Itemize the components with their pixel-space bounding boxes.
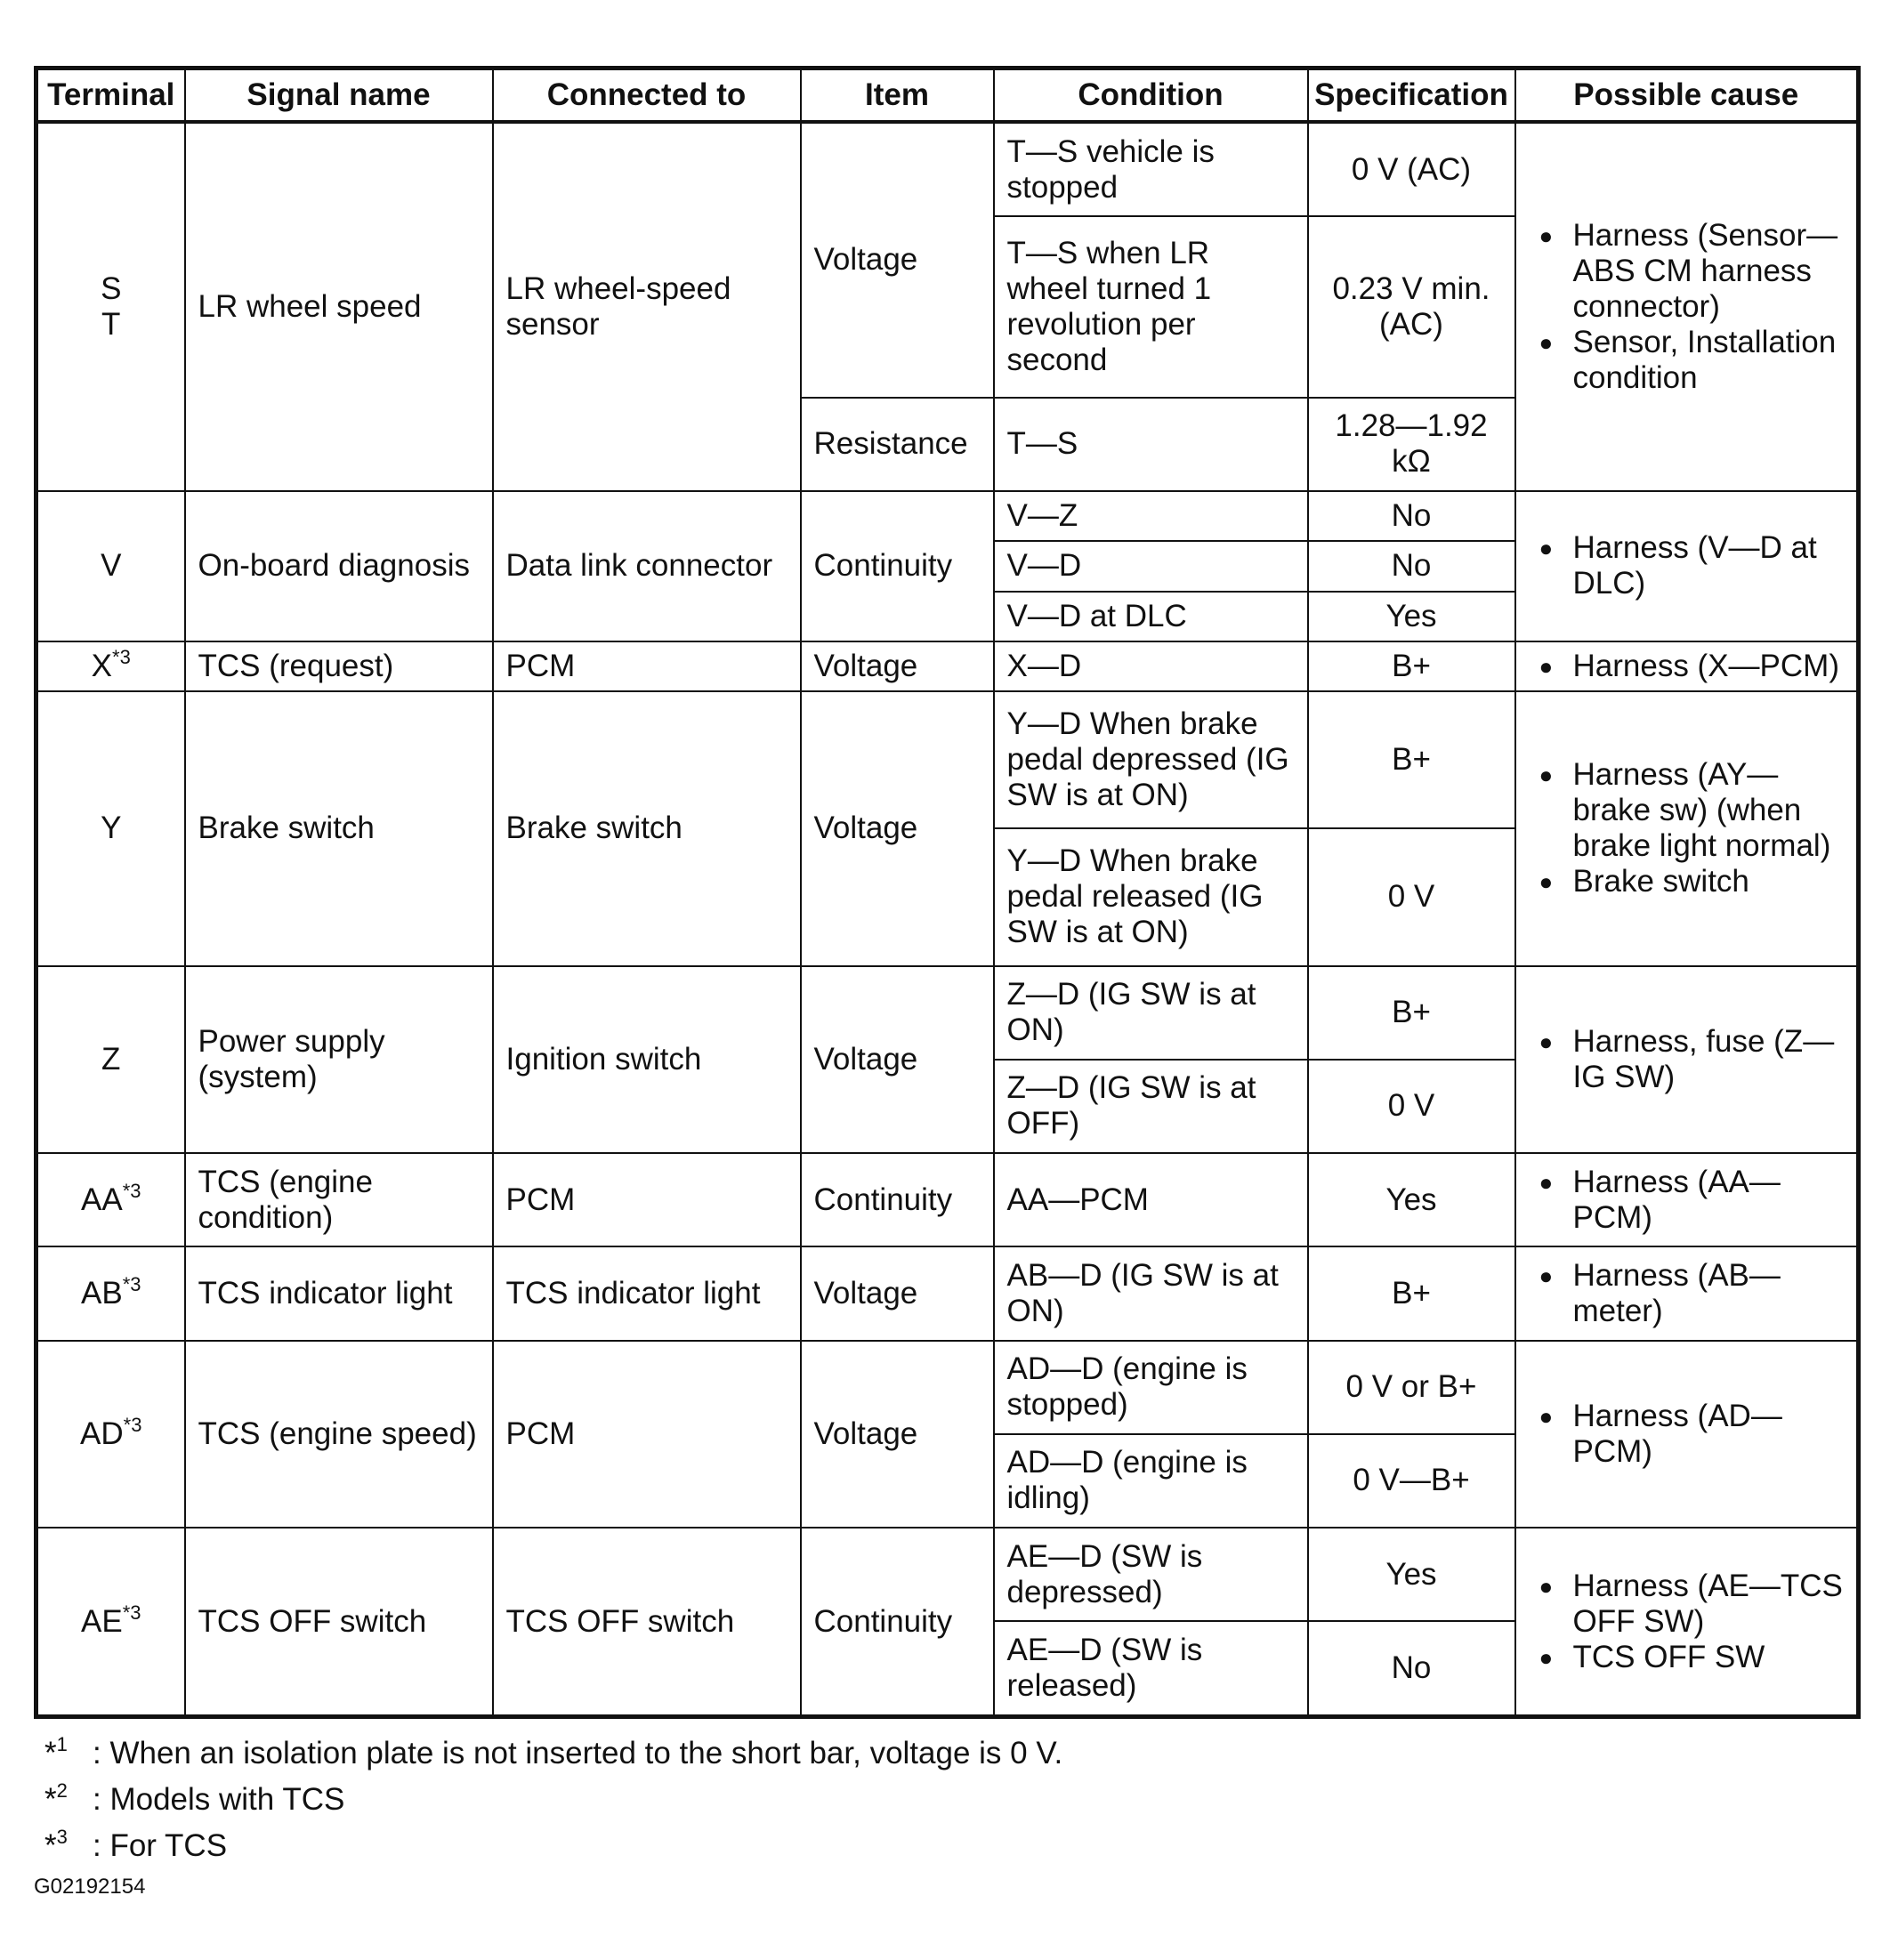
cause-list xyxy=(1529,218,1845,396)
terminal-with-note xyxy=(51,1272,172,1311)
cell-item: Continuity xyxy=(801,491,994,641)
cell-signal-name: On-board diagnosis xyxy=(185,491,493,641)
cell-specification: Yes xyxy=(1308,592,1515,641)
cause-list xyxy=(1529,1569,1845,1675)
terminal-label: AA xyxy=(81,1182,123,1217)
footnote-ref: *3 xyxy=(112,645,131,668)
table-row xyxy=(36,122,1859,216)
cell-terminal xyxy=(36,1246,185,1340)
cell-condition: X—D xyxy=(994,641,1308,691)
cell-terminal xyxy=(36,1528,185,1716)
header-possible-cause: Possible cause xyxy=(1515,69,1859,123)
cell-specification: 0 V (AC) xyxy=(1308,122,1515,216)
terminal-label: AD xyxy=(80,1416,124,1451)
footnote-text: : For TCS xyxy=(93,1828,228,1863)
footnote-mark: *$^1$ xyxy=(44,1733,68,1770)
cell-specification: 1.28—1.92 kΩ xyxy=(1308,398,1515,491)
cause-list xyxy=(1529,530,1845,601)
cell-specification: No xyxy=(1308,1621,1515,1716)
cell-connected-to: Brake switch xyxy=(493,691,801,965)
terminal-with-note xyxy=(51,1179,172,1218)
cell-item: Voltage xyxy=(801,1246,994,1340)
cell-connected-to: Data link connector xyxy=(493,491,801,641)
cell-connected-to: TCS OFF switch xyxy=(493,1528,801,1716)
header-row xyxy=(36,69,1859,123)
cause-list xyxy=(1529,1399,1845,1470)
terminal-with-note xyxy=(51,1601,172,1640)
cause-list xyxy=(1529,1165,1845,1236)
cell-possible-cause xyxy=(1515,691,1859,965)
terminal-label: Z xyxy=(101,1041,121,1077)
cell-specification: 0 V or B+ xyxy=(1308,1341,1515,1434)
header-terminal: Terminal xyxy=(36,69,185,123)
header-specification: Specification xyxy=(1308,69,1515,123)
footnote-mark: *$^3$ xyxy=(44,1826,68,1863)
footnote-ref: *3 xyxy=(123,1413,142,1436)
cell-condition: T—S vehicle is stopped xyxy=(994,122,1308,216)
terminal-label: T xyxy=(101,306,121,342)
cell-signal-name: Power supply (system) xyxy=(185,966,493,1154)
cell-condition: AD—D (engine is stopped) xyxy=(994,1341,1308,1434)
cell-item: Continuity xyxy=(801,1528,994,1716)
cell-signal-name: LR wheel speed xyxy=(185,122,493,491)
cell-terminal xyxy=(36,966,185,1154)
terminal-label: S xyxy=(101,270,122,306)
cause-item: ● TCS OFF SW xyxy=(1529,1640,1845,1675)
footnotes xyxy=(44,1730,1062,1869)
cause-item: ● Harness (V—D at DLC) xyxy=(1529,530,1845,601)
cell-possible-cause xyxy=(1515,1341,1859,1528)
header-condition: Condition xyxy=(994,69,1308,123)
cell-possible-cause xyxy=(1515,966,1859,1154)
cell-item: Voltage xyxy=(801,966,994,1154)
cell-connected-to: TCS indicator light xyxy=(493,1246,801,1340)
cell-condition: AB—D (IG SW is at ON) xyxy=(994,1246,1308,1340)
cell-condition: T—S xyxy=(994,398,1308,491)
table-row xyxy=(36,491,1859,541)
cell-signal-name: Brake switch xyxy=(185,691,493,965)
cell-connected-to: LR wheel-speed sensor xyxy=(493,122,801,491)
cell-item: Voltage xyxy=(801,122,994,398)
cell-specification: B+ xyxy=(1308,691,1515,828)
figure-code: G02192154 xyxy=(34,1875,146,1899)
cell-specification: B+ xyxy=(1308,1246,1515,1340)
cause-item: ● Harness (Sensor—ABS CM harness connector) xyxy=(1529,218,1845,325)
footnote-1 xyxy=(44,1730,1062,1777)
header-connected-to: Connected to xyxy=(493,69,801,123)
cell-possible-cause xyxy=(1515,1246,1859,1340)
cell-terminal xyxy=(36,641,185,691)
footnote-ref: *3 xyxy=(122,1179,141,1202)
table-row xyxy=(36,1341,1859,1434)
footnote-text: : When an isolation plate is not inserted to the short bar, voltage is 0 V. xyxy=(93,1736,1063,1770)
cell-condition: AA—PCM xyxy=(994,1153,1308,1246)
footnote-ref: *3 xyxy=(122,1272,141,1295)
terminal-label: AB xyxy=(81,1275,123,1311)
cell-specification: 0 V—B+ xyxy=(1308,1434,1515,1528)
terminal-label: V xyxy=(101,548,122,584)
footnote-text: : Models with TCS xyxy=(93,1782,345,1817)
cell-connected-to: PCM xyxy=(493,1153,801,1246)
table-body xyxy=(36,122,1859,1717)
table-row xyxy=(36,1153,1859,1246)
cell-condition: Z—D (IG SW is at ON) xyxy=(994,966,1308,1060)
cell-condition: AE—D (SW is released) xyxy=(994,1621,1308,1716)
cause-item: ● Harness (AE—TCS OFF SW) xyxy=(1529,1569,1845,1640)
cell-item: Resistance xyxy=(801,398,994,491)
cell-item: Continuity xyxy=(801,1153,994,1246)
cause-item: ● Sensor, Installation condition xyxy=(1529,325,1845,396)
cell-possible-cause xyxy=(1515,122,1859,491)
header-signal-name: Signal name xyxy=(185,69,493,123)
cell-terminal xyxy=(36,122,185,491)
cell-item: Voltage xyxy=(801,641,994,691)
table-row xyxy=(36,641,1859,691)
cell-possible-cause xyxy=(1515,491,1859,641)
cell-connected-to: PCM xyxy=(493,641,801,691)
cell-condition: T—S when LR wheel turned 1 revolution per second xyxy=(994,216,1308,397)
footnote-mark: *$^2$ xyxy=(44,1779,68,1817)
table-row xyxy=(36,691,1859,828)
cell-condition: V—D at DLC xyxy=(994,592,1308,641)
cell-condition: Z—D (IG SW is at OFF) xyxy=(994,1060,1308,1153)
cause-list xyxy=(1529,757,1845,899)
cell-signal-name: TCS (engine condition) xyxy=(185,1153,493,1246)
cell-item: Voltage xyxy=(801,1341,994,1528)
cause-item: ● Brake switch xyxy=(1529,864,1845,899)
cell-specification: 0.23 V min. (AC) xyxy=(1308,216,1515,397)
cell-specification: No xyxy=(1308,491,1515,541)
cell-signal-name: TCS OFF switch xyxy=(185,1528,493,1716)
cell-specification: No xyxy=(1308,541,1515,591)
cell-possible-cause xyxy=(1515,641,1859,691)
footnote-3 xyxy=(44,1823,1062,1869)
footnote-ref: *3 xyxy=(122,1601,141,1624)
cause-item: ● Harness (X—PCM) xyxy=(1529,649,1845,684)
cause-item: ● Harness (AA—PCM) xyxy=(1529,1165,1845,1236)
cell-condition: Y—D When brake pedal released (IG SW is at ON) xyxy=(994,828,1308,965)
header-item: Item xyxy=(801,69,994,123)
cell-specification: 0 V xyxy=(1308,828,1515,965)
cell-specification: 0 V xyxy=(1308,1060,1515,1153)
terminal-label: AE xyxy=(81,1603,123,1639)
cause-list xyxy=(1529,1024,1845,1095)
cell-terminal xyxy=(36,491,185,641)
cell-terminal xyxy=(36,1341,185,1528)
terminal-label: X xyxy=(91,648,113,683)
cell-condition: V—D xyxy=(994,541,1308,591)
cell-terminal xyxy=(36,1153,185,1246)
cell-connected-to: PCM xyxy=(493,1341,801,1528)
cell-terminal xyxy=(36,691,185,965)
footnote-2 xyxy=(44,1777,1062,1823)
cause-item: ● Harness (AY—brake sw) (when brake light normal) xyxy=(1529,757,1845,864)
cause-item: ● Harness (AD—PCM) xyxy=(1529,1399,1845,1470)
cell-condition: AE—D (SW is depressed) xyxy=(994,1528,1308,1621)
cell-signal-name: TCS indicator light xyxy=(185,1246,493,1340)
table-row xyxy=(36,966,1859,1060)
diagnostic-spec-table xyxy=(34,66,1861,1719)
terminal-label: Y xyxy=(101,811,122,846)
cause-item: ● Harness (AB—meter) xyxy=(1529,1258,1845,1329)
cell-signal-name: TCS (request) xyxy=(185,641,493,691)
cell-specification: Yes xyxy=(1308,1153,1515,1246)
table-row xyxy=(36,1528,1859,1621)
cell-specification: B+ xyxy=(1308,641,1515,691)
cell-possible-cause xyxy=(1515,1153,1859,1246)
cause-item: ● Harness, fuse (Z—IG SW) xyxy=(1529,1024,1845,1095)
cause-list xyxy=(1529,1258,1845,1329)
cell-item: Voltage xyxy=(801,691,994,965)
terminal-with-note xyxy=(51,1413,172,1452)
cell-signal-name: TCS (engine speed) xyxy=(185,1341,493,1528)
cell-possible-cause xyxy=(1515,1528,1859,1716)
cell-condition: Y—D When brake pedal depressed (IG SW is at ON) xyxy=(994,691,1308,828)
cell-specification: Yes xyxy=(1308,1528,1515,1621)
terminal-with-note xyxy=(51,645,172,684)
cell-connected-to: Ignition switch xyxy=(493,966,801,1154)
cause-list xyxy=(1529,649,1845,684)
cell-specification: B+ xyxy=(1308,966,1515,1060)
table-row xyxy=(36,1246,1859,1340)
cell-condition: AD—D (engine is idling) xyxy=(994,1434,1308,1528)
cell-condition: V—Z xyxy=(994,491,1308,541)
